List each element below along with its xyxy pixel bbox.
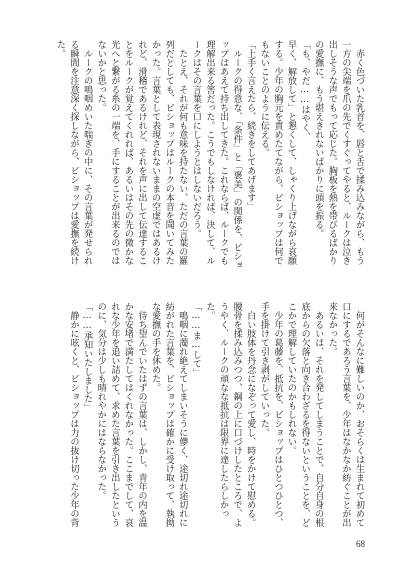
paragraph: 少年の葛藤を、抵抗を、ビショップはひとつひとつ、手を掛けて引き剥がしていった。: [258, 302, 283, 527]
paragraph: 静かに呟くと、ビショップは力の抜け切った少年の背: [68, 302, 79, 527]
paragraph: 早く、解放して」と懇くして、しゃくり上げながら哀願する。少年の胸元を責めたてながら、ビショップは何でもないことのように伝える。: [258, 40, 297, 265]
page-number: 68: [356, 539, 365, 549]
paragraph: 何がそんなに難しいのか、おそらくは生まれて初めて口にするであろう言葉を、少年はなかなか紡ぐことが出来なかった。: [326, 302, 364, 527]
paragraph: 赤く色づいた乳首を、唇と舌で揉み込みながら、もう一方の尖端を爪の先でくすぐってやると、ルークは泣き出しそうな声でもって応じた。胸板を熱を帯びるばかりの愛撫に、もう堪えきれないばかりに頭を振る。: [313, 40, 364, 265]
upper-text-block: [35, 40, 365, 272]
paragraph: ルークの得意な、「条件」と「褒美」の関係を、ビショップはあえて持ち出してきた。これならば、ルークでも理解出来る筈だった。こうでもしなければ、決して、ルークはその言葉を口にしようとはしないだろう。: [190, 40, 242, 270]
lower-text-block: [35, 302, 365, 534]
paragraph: あるいは、それを発してしまうことで、自分自身の根底からの欠落と向き合わざるを得ないということを、どこかで理解していたのかもしれない。: [286, 302, 324, 527]
paragraph: 白い肢体を丹念になぞって愛し、時をかけて慰める。腰骨を揉み込みつつ、鋼の上に口づけしたところで、ようやく、ルークの頑なな抵抗は限界に達したらしかった。: [204, 302, 256, 527]
paragraph: 「上手く言えたら、続きをしてあげます」: [245, 40, 256, 211]
paragraph: 「……承知いたしました」: [82, 302, 93, 412]
paragraph: 鳴咽に濁れ絶えてしまいそうに儚く、途切れ途切れに紡がれた言葉を、ビショップは確かに受け取って、執拗な愛撫の手を休めた。: [150, 302, 188, 527]
paragraph: 待ち望んでいたはずの言葉は、しかし、青年の内を温かな安堵で満たしてはくれなかった。ここまでして、哀れな少年を追い詰めて、求めた言葉を引き出したというのに、気分は少しも晴れやかにはならなかった。: [95, 302, 147, 527]
paragraph: 「も、やだ……はやく、: [299, 40, 310, 141]
paragraph: ルークの鳴咽めいた喘ぎの中に、その言葉が発せられる瞬間を注意深く探しながら、ビショップは愛撫を続けた。: [54, 40, 93, 265]
paragraph: たとえ、それが何も意味を持たない、ただの言葉の羅列だとしても、ビショップはルークの本音を聞いてみたかった。言葉として表現されないままの空虚ではあるけれど、滑稽であるけれど、それを声に出して伝達することをルークが覚えてくれれば、あるいはその先の微かな光へと繋がる糸の一端を、手にすることが出来るのではないかと思った。: [95, 40, 188, 265]
paragraph: 「……ま…して」: [190, 302, 201, 377]
